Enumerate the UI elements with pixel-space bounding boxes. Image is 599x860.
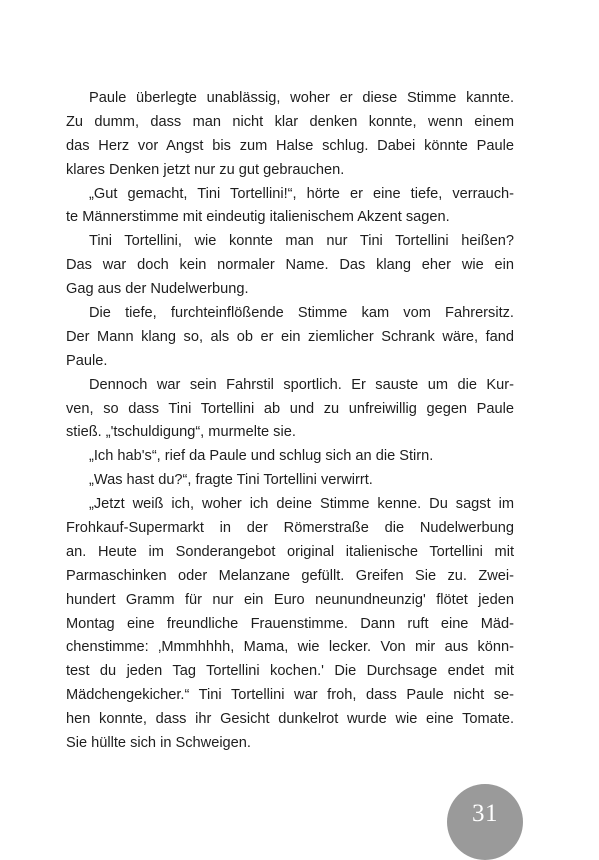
text-line: „Jetzt weiß ich, woher ich deine Stimme kenne. Du sagst im (89, 496, 514, 513)
text-line: „Ich hab's“, rief da Paule und schlug sich an die Stirn. (89, 448, 434, 465)
text-line: Paule überlegte unablässig, woher er diese Stimme kannte. (89, 90, 514, 106)
text-line: klares Denken jetzt nur zu gut gebrauchen. (66, 161, 345, 178)
body-text (66, 87, 514, 756)
text-line: Paule. (66, 352, 108, 369)
text-line: chenstimme: ‚Mmmhhhh, Mama, wie lecker. Von mir aus könn- (66, 639, 514, 656)
text-line: Zu dumm, dass man nicht klar denken konnte, wenn einem (66, 113, 514, 130)
text-line: Sie hüllte sich in Schweigen. (66, 735, 251, 752)
text-line: hen konnte, dass ihr Gesicht dunkelrot wurde wie eine Tomate. (66, 711, 514, 728)
text-line: Der Mann klang so, als ob er ein ziemlicher Schrank wäre, fand (66, 328, 514, 345)
text-line: „Gut gemacht, Tini Tortellini!“, hörte er eine tiefe, verrauch- (89, 185, 514, 202)
text-line: ven, so dass Tini Tortellini ab und zu unfreiwillig gegen Paule (66, 400, 514, 417)
text-line: Dennoch war sein Fahrstil sportlich. Er sauste um die Kur- (89, 376, 514, 393)
text-line: Gag aus der Nudelwerbung. (66, 281, 249, 298)
text-line: Frohkauf-Supermarkt in der Römerstraße die Nudelwerbung (66, 520, 514, 537)
text-line: das Herz vor Angst bis zum Halse schlug. Dabei könnte Paule (66, 137, 514, 154)
text-line: Die tiefe, furchteinflößende Stimme kam vom Fahrersitz. (89, 305, 514, 322)
text-line: Montag eine freundliche Frauenstimme. Dann ruft eine Mäd- (66, 615, 514, 632)
text-line: Parmaschinken oder Melanzane gefüllt. Greifen Sie zu. Zwei- (66, 567, 514, 584)
page-number: 31 (472, 800, 498, 827)
text-line: Das war doch kein normaler Name. Das klang eher wie ein (66, 257, 514, 274)
text-line: Tini Tortellini, wie konnte man nur Tini Tortellini heißen? (89, 233, 514, 250)
text-line: stieß. „'tschuldigung“, murmelte sie. (66, 424, 296, 441)
text-line: an. Heute im Sonderangebot original italienische Tortellini mit (66, 543, 514, 560)
text-line: test du jeden Tag Tortellini kochen.' Die Durchsage endet mit (66, 663, 514, 680)
text-line: „Was hast du?“, fragte Tini Tortellini verwirrt. (89, 472, 373, 489)
text-line: te Männerstimme mit eindeutig italienischem Akzent sagen. (66, 209, 450, 226)
text-line: hundert Gramm für nur ein Euro neunundneunzig' flötet jeden (66, 591, 514, 608)
text-line: Mädchengekicher.“ Tini Tortellini war froh, dass Paule nicht se- (66, 687, 514, 704)
page-number-badge (447, 784, 523, 860)
